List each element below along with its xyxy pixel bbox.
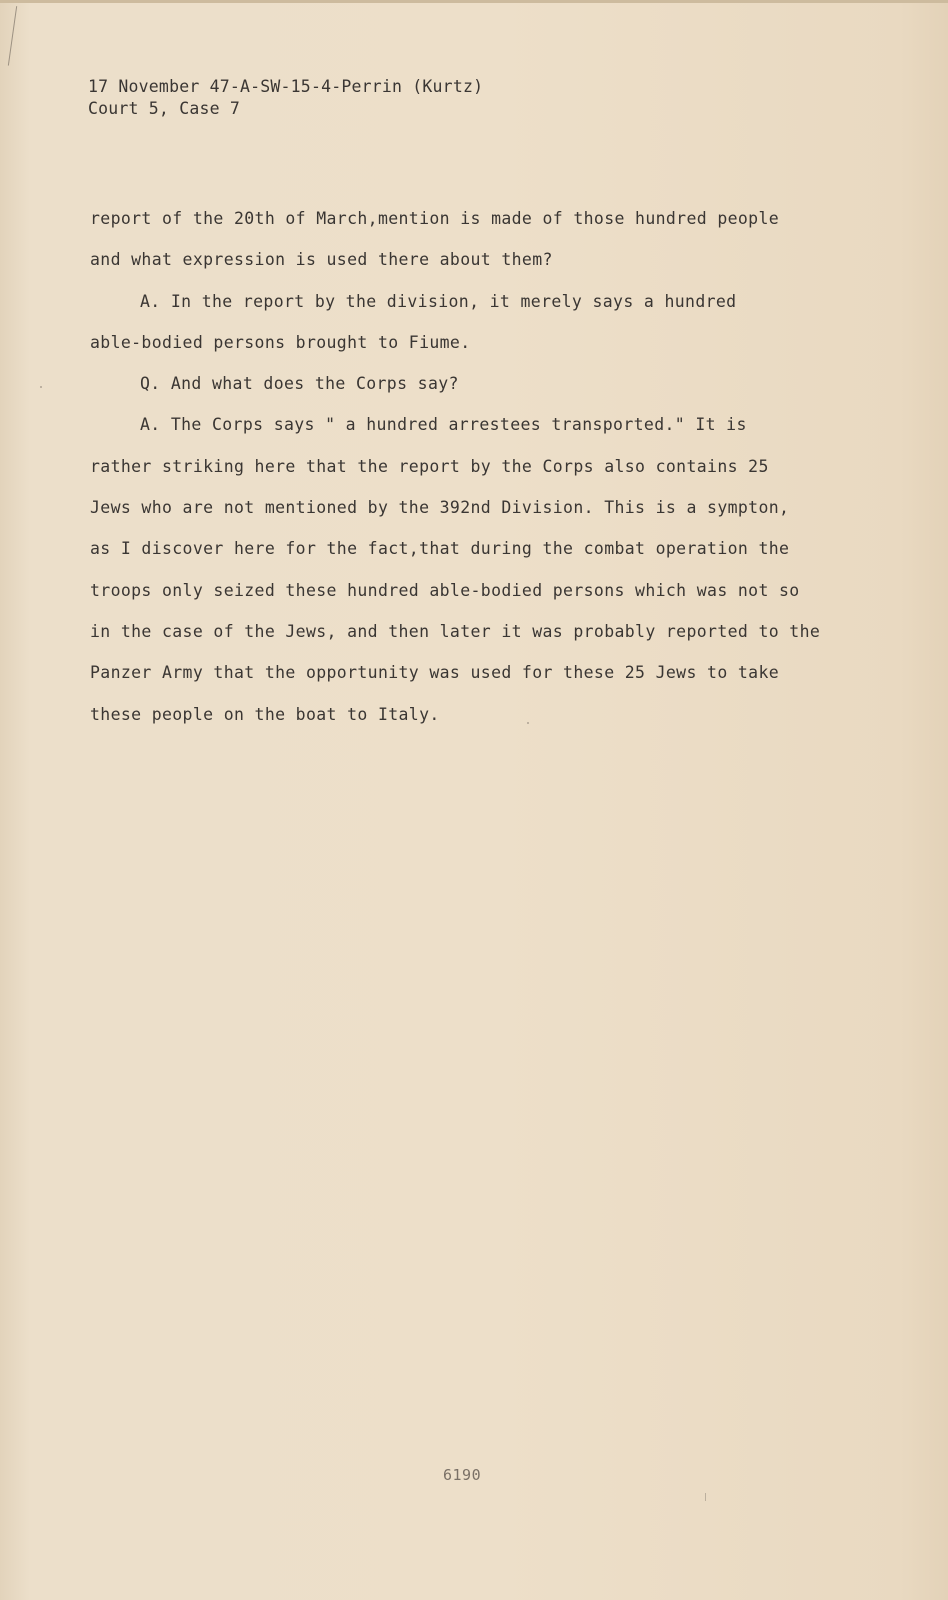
paper-speck: [40, 386, 42, 388]
margin-pen-mark: [8, 6, 19, 66]
transcript-line: and what expression is used there about them?: [90, 250, 553, 270]
paper-speck: [705, 1493, 706, 1501]
transcript-line-answer: A. The Corps says " a hundred arrestees transported." It is: [140, 415, 747, 435]
page-top-edge: [0, 0, 948, 3]
paper-speck: [527, 722, 529, 724]
page-number: 6190: [443, 1466, 482, 1484]
transcript-line-answer: A. In the report by the division, it merely says a hundred: [140, 291, 737, 311]
transcript-line: able-bodied persons brought to Fiume.: [90, 332, 471, 352]
transcript-line: troops only seized these hundred able-bodied persons which was not so: [90, 580, 800, 600]
transcript-line-question: Q. And what does the Corps say?: [140, 374, 459, 394]
transcript-line: report of the 20th of March,mention is made of those hundred people: [90, 209, 780, 228]
transcript-line: rather striking here that the report by the Corps also contains 25: [90, 456, 769, 476]
transcript-line: in the case of the Jews, and then later it was probably reported to the: [90, 621, 821, 641]
transcript-line: as I discover here for the fact,that during the combat operation the: [90, 539, 790, 559]
transcript-line: Panzer Army that the opportunity was used for these 25 Jews to take: [90, 663, 780, 683]
header-line-court-case: Court 5, Case 7: [88, 99, 241, 118]
transcript-line: these people on the boat to Italy.: [90, 704, 440, 724]
document-header: [88, 76, 483, 120]
transcript-body: [90, 198, 850, 735]
transcript-line: Jews who are not mentioned by the 392nd Division. This is a sympton,: [90, 498, 790, 518]
header-line-date-reference: 17 November 47-A-SW-15-4-Perrin (Kurtz): [88, 77, 484, 96]
